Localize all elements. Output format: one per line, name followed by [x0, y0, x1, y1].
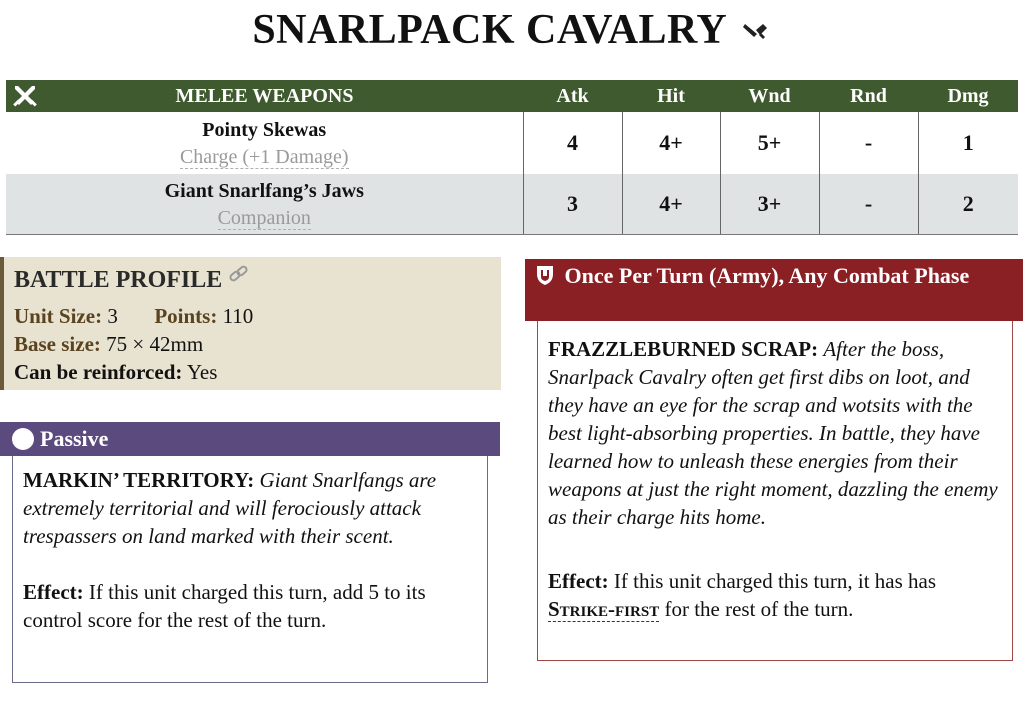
dmg-header: Dmg: [918, 80, 1018, 112]
once-per-turn-timing: Once Per Turn (Army), Any Combat Phase: [564, 263, 970, 288]
base-size-value: 75 × 42mm: [106, 332, 204, 356]
rnd-header: Rnd: [819, 80, 918, 112]
weapon-row: [6, 112, 1018, 174]
wnd-header: Wnd: [720, 80, 819, 112]
weapon-hit: 4+: [622, 174, 720, 235]
once-per-turn-effect-pre: If this unit charged this turn, it has has: [613, 569, 937, 593]
hit-header: Hit: [622, 80, 720, 112]
link-icon[interactable]: [228, 267, 250, 293]
passive-ability-body: [12, 456, 488, 683]
passive-description: [23, 466, 477, 550]
melee-weapons-header: [6, 80, 523, 112]
weapon-hit: 4+: [622, 112, 720, 174]
passive-effect-label: Effect:: [23, 580, 84, 604]
once-per-turn-lore: After the boss, Snarlpack Cavalry often get first dibs on loot, and they have an eye for the scrap and wotsits with the best light-absorbing properties. In battle, they have learned how to unleash these energies from their weapons at just the right moment, dazzling the enemy as their charge hits home.: [548, 337, 998, 529]
melee-weapons-table: [6, 80, 1018, 235]
once-per-turn-ability-name: FRAZZLEBURNED SCRAP:: [548, 337, 819, 361]
weapon-wnd: 5+: [720, 112, 819, 174]
points-value: 110: [222, 304, 254, 328]
melee-weapons-label: MELEE WEAPONS: [175, 84, 354, 107]
unit-size-value: 3: [107, 304, 118, 328]
weapon-name: Giant Snarlfang’s Jaws: [164, 180, 364, 202]
weapon-rnd: -: [819, 174, 918, 235]
atk-header: Atk: [523, 80, 622, 112]
battle-profile: [0, 257, 501, 390]
reinforced-label: Can be reinforced:: [14, 360, 183, 384]
weapon-atk: 3: [523, 174, 622, 235]
passive-timing: Passive: [40, 426, 109, 451]
once-per-turn-effect-post: for the rest of the turn.: [664, 597, 854, 621]
battle-profile-heading: [14, 265, 491, 294]
weapon-atk: 4: [523, 112, 622, 174]
passive-circle-icon: [12, 428, 34, 450]
shield-icon: [535, 264, 555, 293]
weapon-dmg: 1: [918, 112, 1018, 174]
reinforced-row: [14, 358, 491, 386]
strike-first-keyword-link[interactable]: Strike-first: [548, 597, 660, 621]
once-per-turn-effect: [548, 567, 1002, 623]
passive-ability-header: [0, 422, 500, 456]
reinforced-value: Yes: [186, 360, 218, 384]
weapon-keyword-link[interactable]: Charge (+1 Damage): [179, 146, 349, 168]
passive-effect: [23, 578, 477, 634]
base-size-label: Base size:: [14, 332, 101, 356]
weapon-wnd: 3+: [720, 174, 819, 235]
passive-lore: Giant Snarlfangs are extremely territorial and will ferociously attack trespassers on land marked with their scent.: [23, 468, 437, 548]
weapon-name: Pointy Skewas: [202, 119, 327, 141]
crossed-weapons-icon: [12, 83, 38, 115]
weapon-keyword-link[interactable]: Companion: [217, 207, 311, 229]
torch-icon: [741, 9, 771, 57]
weapon-name-cell: [6, 174, 523, 235]
weapon-rnd: -: [819, 112, 918, 174]
passive-effect-text: If this unit charged this turn, add 5 to its control score for the rest of the turn.: [23, 580, 426, 632]
base-size-row: [14, 330, 491, 358]
unit-title: [0, 6, 1023, 57]
once-per-turn-effect-label: Effect:: [548, 569, 609, 593]
once-per-turn-description: [548, 335, 1002, 531]
battle-profile-title: BATTLE PROFILE: [14, 267, 223, 293]
weapon-dmg: 2: [918, 174, 1018, 235]
weapon-row: [6, 174, 1018, 235]
unit-size-row: [14, 302, 491, 330]
passive-ability-name: MARKIN’ TERRITORY:: [23, 468, 255, 492]
once-per-turn-header: [525, 259, 1023, 321]
weapons-header-row: [6, 80, 1018, 112]
weapon-name-cell: [6, 112, 523, 174]
unit-size-label: Unit Size:: [14, 304, 103, 328]
unit-name: SNARLPACK CAVALRY: [252, 7, 726, 53]
once-per-turn-body: [537, 321, 1013, 661]
points-label: Points:: [154, 304, 218, 328]
